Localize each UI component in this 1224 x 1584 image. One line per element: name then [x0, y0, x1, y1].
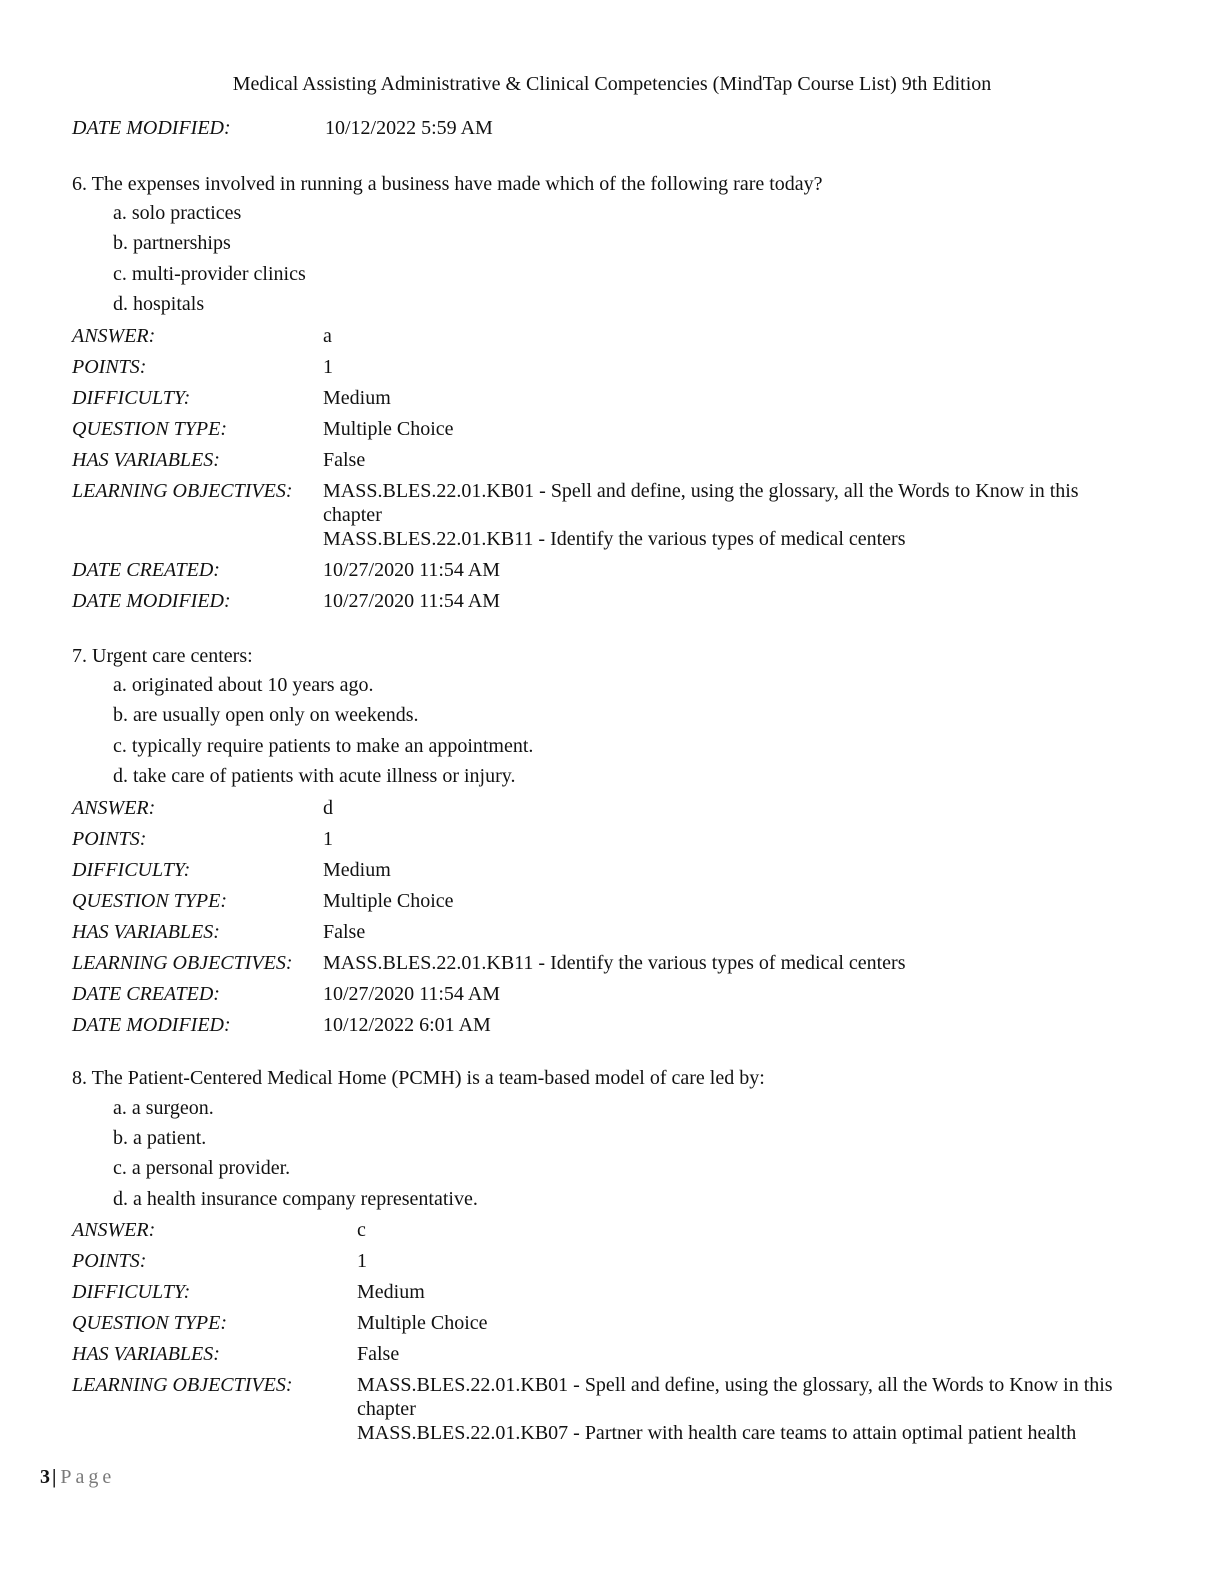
meta-label: ANSWER: — [72, 1219, 156, 1241]
meta-label: DATE CREATED: — [72, 983, 220, 1005]
objective-item: MASS.BLES.22.01.KB11 - Identify the various types of medical centers — [323, 952, 906, 974]
meta-label: LEARNING OBJECTIVES: — [72, 1374, 293, 1396]
meta-label: LEARNING OBJECTIVES: — [72, 480, 293, 502]
meta-value: False — [323, 921, 366, 943]
meta-row-has-variables — [72, 920, 1152, 951]
question-8-option-c: c. a personal provider. — [113, 1157, 291, 1179]
meta-label: POINTS: — [72, 356, 147, 378]
meta-label: DATE CREATED: — [72, 559, 220, 581]
page-header-title: Medical Assisting Administrative & Clinical Competencies (MindTap Course List) 9th Edition — [232, 73, 992, 95]
meta-label: DIFFICULTY: — [72, 387, 191, 409]
meta-label: DIFFICULTY: — [72, 1281, 191, 1303]
objective-item: MASS.BLES.22.01.KB07 - Partner with health care teams to attain optimal patient health — [357, 1422, 1077, 1444]
meta-row-question-type — [72, 1311, 1152, 1342]
question-6-option-a: a. solo practices — [113, 202, 242, 224]
meta-label: DATE MODIFIED: — [72, 590, 231, 612]
question-6-option-d: d. hospitals — [113, 293, 205, 315]
meta-row-difficulty — [72, 1280, 1152, 1311]
meta-row-difficulty — [72, 386, 1152, 417]
meta-label: HAS VARIABLES: — [72, 1343, 220, 1365]
meta-row-difficulty — [72, 858, 1152, 889]
meta-row-date-created — [72, 982, 1152, 1013]
question-7-meta — [72, 796, 1152, 1044]
top-meta — [72, 116, 1152, 147]
question-6-option-b: b. partnerships — [113, 232, 231, 254]
meta-row-points — [72, 827, 1152, 858]
question-6-meta — [72, 324, 1152, 620]
meta-row-answer — [72, 796, 1152, 827]
page-footer — [40, 1465, 115, 1489]
objectives-list — [357, 1373, 1152, 1445]
meta-value: Multiple Choice — [357, 1312, 488, 1334]
meta-row-learning-objectives — [72, 1373, 1152, 1445]
objectives-list — [323, 479, 1123, 551]
meta-value: False — [357, 1343, 400, 1365]
question-6-text: 6. The expenses involved in running a business have made which of the following rare today? — [72, 173, 823, 195]
meta-value: d — [323, 797, 333, 819]
meta-label: ANSWER: — [72, 797, 156, 819]
question-6-option-c: c. multi-provider clinics — [113, 263, 306, 285]
objective-item: MASS.BLES.22.01.KB01 - Spell and define, using the glossary, all the Words to Know in this chapter — [357, 1374, 1113, 1420]
meta-value: 10/27/2020 11:54 AM — [323, 983, 501, 1005]
meta-value: 1 — [323, 356, 333, 378]
meta-row-question-type — [72, 889, 1152, 920]
meta-label: DATE MODIFIED: — [72, 1014, 231, 1036]
question-7-option-c: c. typically require patients to make an appointment. — [113, 735, 534, 757]
meta-row-learning-objectives — [72, 479, 1152, 558]
meta-row-has-variables — [72, 448, 1152, 479]
footer-separator: | — [52, 1466, 57, 1488]
question-7-option-b: b. are usually open only on weekends. — [113, 704, 419, 726]
meta-row-date-created — [72, 558, 1152, 589]
meta-value: False — [323, 449, 366, 471]
page-number: 3 — [40, 1466, 50, 1488]
question-8-option-d: d. a health insurance company representative. — [113, 1188, 478, 1210]
meta-row-date-modified — [72, 116, 1152, 147]
meta-row-date-modified — [72, 1013, 1152, 1044]
meta-label: POINTS: — [72, 1250, 147, 1272]
meta-label: HAS VARIABLES: — [72, 921, 220, 943]
meta-value: 10/12/2022 6:01 AM — [323, 1014, 491, 1036]
meta-label: QUESTION TYPE: — [72, 1312, 228, 1334]
meta-value: Medium — [323, 859, 391, 881]
meta-label: LEARNING OBJECTIVES: — [72, 952, 293, 974]
meta-row-points — [72, 1249, 1152, 1280]
meta-row-learning-objectives — [72, 951, 1152, 982]
meta-row-question-type — [72, 417, 1152, 448]
meta-label: DIFFICULTY: — [72, 859, 191, 881]
meta-value: Medium — [323, 387, 391, 409]
question-8-option-b: b. a patient. — [113, 1127, 207, 1149]
meta-row-answer — [72, 1218, 1152, 1249]
meta-value: 1 — [357, 1250, 367, 1272]
meta-value: 1 — [323, 828, 333, 850]
meta-value: 10/12/2022 5:59 AM — [325, 117, 493, 139]
meta-value: Multiple Choice — [323, 418, 454, 440]
meta-value: 10/27/2020 11:54 AM — [323, 559, 501, 581]
meta-row-answer — [72, 324, 1152, 355]
meta-value: 10/27/2020 11:54 AM — [323, 590, 501, 612]
objective-item: MASS.BLES.22.01.KB11 - Identify the various types of medical centers — [323, 528, 906, 550]
question-7-text: 7. Urgent care centers: — [72, 645, 253, 667]
page-label: Page — [60, 1466, 116, 1488]
meta-label: QUESTION TYPE: — [72, 418, 228, 440]
meta-label: DATE MODIFIED: — [72, 117, 231, 139]
meta-label: ANSWER: — [72, 325, 156, 347]
meta-row-has-variables — [72, 1342, 1152, 1373]
question-8-text: 8. The Patient-Centered Medical Home (PCMH) is a team-based model of care led by: — [72, 1067, 765, 1089]
question-8-meta — [72, 1218, 1152, 1445]
meta-row-date-modified — [72, 589, 1152, 620]
meta-value: Multiple Choice — [323, 890, 454, 912]
meta-label: POINTS: — [72, 828, 147, 850]
meta-label: QUESTION TYPE: — [72, 890, 228, 912]
objective-item: MASS.BLES.22.01.KB01 - Spell and define, using the glossary, all the Words to Know in this chapter — [323, 480, 1079, 526]
meta-label: HAS VARIABLES: — [72, 449, 220, 471]
meta-value: Medium — [357, 1281, 425, 1303]
meta-value: a — [323, 325, 332, 347]
meta-value: c — [357, 1219, 366, 1241]
question-7-option-d: d. take care of patients with acute illness or injury. — [113, 765, 516, 787]
question-8-option-a: a. a surgeon. — [113, 1097, 214, 1119]
meta-row-points — [72, 355, 1152, 386]
question-7-option-a: a. originated about 10 years ago. — [113, 674, 374, 696]
